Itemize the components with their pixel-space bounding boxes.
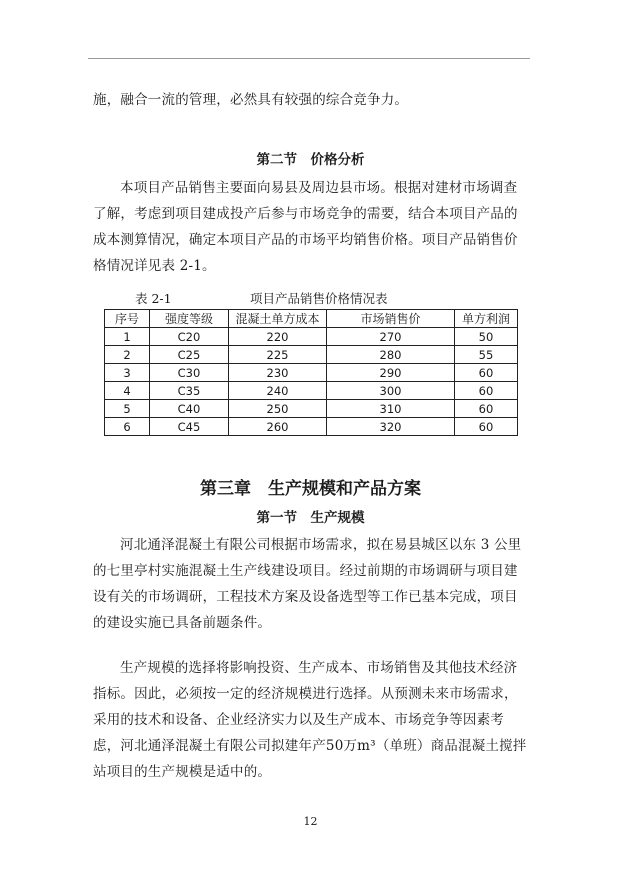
- price-table: [104, 309, 518, 436]
- header-cell: 混凝土单方成本: [229, 310, 327, 328]
- header-cell: 序号: [105, 310, 150, 328]
- table-cell: 225: [229, 346, 327, 364]
- table-cell: 2: [105, 346, 150, 364]
- table-cell: 240: [229, 382, 327, 400]
- table-cell: 3: [105, 364, 150, 382]
- table-cell: C45: [150, 418, 229, 436]
- page-number: 12: [303, 815, 318, 828]
- table-cell: 320: [327, 418, 455, 436]
- table-row: [105, 418, 518, 436]
- table-title: 项目产品销售价格情况表: [250, 291, 388, 306]
- table-label: 表 2-1: [135, 291, 172, 306]
- table-row: [105, 328, 518, 346]
- table-row: [105, 346, 518, 364]
- table-cell: 250: [229, 400, 327, 418]
- table-cell: 60: [455, 418, 518, 436]
- header-cell: 单方利润: [455, 310, 518, 328]
- header-cell: 市场销售价: [327, 310, 455, 328]
- section-1-paragraph-2: 生产规模的选择将影响投资、生产成本、市场销售及其他技术经济指标。因此，必须按一定的经济规模进行选择。从预测未来市场需求，采用的技术和设备、企业经济实力以及生产成本、市场竞争等因素考虑，河北通泽混凝土有限公司拟建年产50万m³（单班）商品混凝土搅拌站项目的生产规模是适中的。: [93, 660, 527, 780]
- table-row: [105, 382, 518, 400]
- table-cell: 6: [105, 418, 150, 436]
- table-cell: C30: [150, 364, 229, 382]
- table-cell: C35: [150, 382, 229, 400]
- table-cell: 60: [455, 364, 518, 382]
- header-cell: 强度等级: [150, 310, 229, 328]
- table-cell: 60: [455, 382, 518, 400]
- table-cell: 220: [229, 328, 327, 346]
- table-cell: C40: [150, 400, 229, 418]
- table-cell: 230: [229, 364, 327, 382]
- table-cell: 4: [105, 382, 150, 400]
- section-2-paragraph: 本项目产品销售主要面向易县及周边县市场。根据对建材市场调查了解，考虑到项目建成投产后参与市场竞争的需要，结合本项目产品的成本测算情况，确定本项目产品的市场平均销售价格。项目产品销售价格情况详见表 2-1。: [93, 180, 518, 274]
- table-cell: 50: [455, 328, 518, 346]
- table-cell: 5: [105, 400, 150, 418]
- table-row: [105, 364, 518, 382]
- section-1-heading: 第一节 生产规模: [256, 510, 365, 526]
- table-cell: 270: [327, 328, 455, 346]
- table-cell: 60: [455, 400, 518, 418]
- table-cell: 280: [327, 346, 455, 364]
- section-1-paragraph-1: 河北通泽混凝土有限公司根据市场需求，拟在易县城区以东 3 公里的七里亭村实施混凝土生产线建设项目。经过前期的市场调研与项目建设有关的市场调研，工程技术方案及设备选型等工作已基本完成，项目的建设实施已具备前题条件。: [93, 537, 522, 631]
- table-cell: C20: [150, 328, 229, 346]
- table-header-row: [105, 310, 518, 328]
- table-cell: 260: [229, 418, 327, 436]
- table-cell: 55: [455, 346, 518, 364]
- section-2-heading: 第二节 价格分析: [256, 152, 365, 168]
- table-cell: 290: [327, 364, 455, 382]
- chapter-3-heading: 第三章 生产规模和产品方案: [200, 479, 421, 499]
- table-cell: 1: [105, 328, 150, 346]
- table-cell: 310: [327, 400, 455, 418]
- paragraph-continuation: 施，融合一流的管理，必然具有较强的综合竞争力。: [93, 92, 409, 108]
- header-rule: [88, 58, 530, 59]
- table-cell: 300: [327, 382, 455, 400]
- table-row: [105, 400, 518, 418]
- table-cell: C25: [150, 346, 229, 364]
